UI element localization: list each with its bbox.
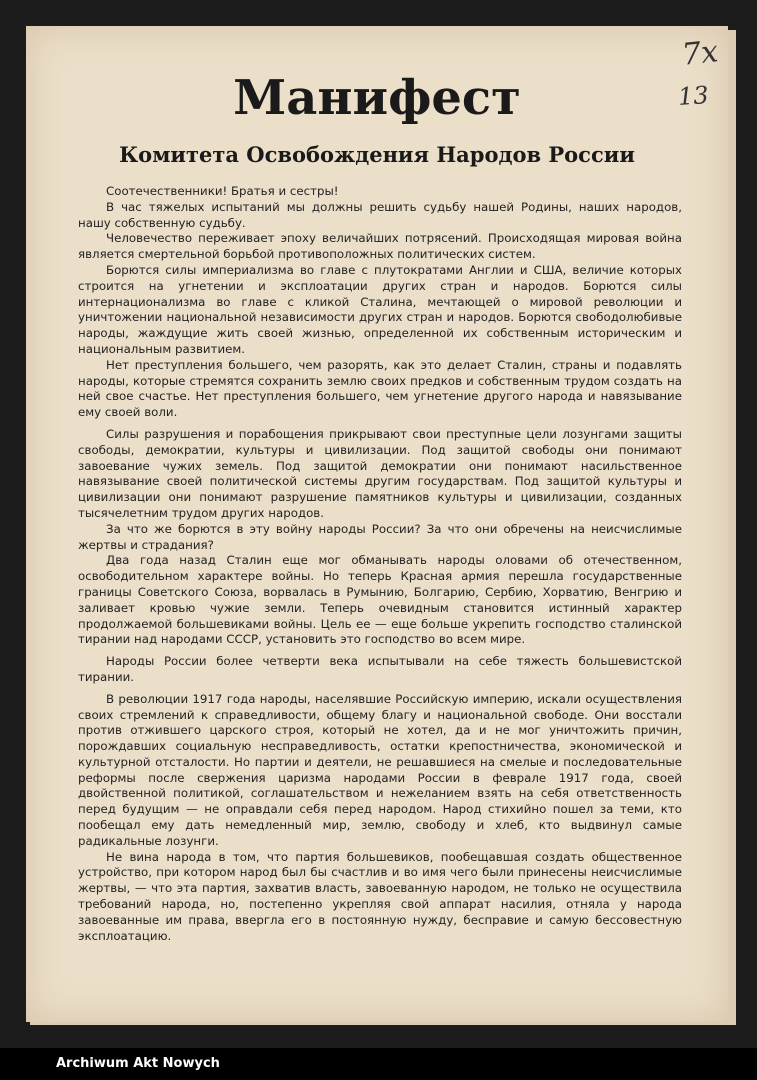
paragraph: Силы разрушения и порабощения прикрывают свои преступные цели лозунгами защиты свободы, демократии, культуры и цивилизации. Под защитой свободы они понимают завоевание чужих земель. Под защитой демократии они понимают насильственное навязывание своей политической системы другим государствам. Под защитой культуры и цивилизации они понимают разрушение памятников культуры и цивилизации, созданных тысячелетним трудом других народов. bbox=[78, 426, 682, 520]
paragraph: Два года назад Сталин еще мог обманывать народы оловами об отечественном, освободительном характере войны. Но теперь Красная армия перешла государственные границы Советского Союза, ворвалась в Румынию, Болгарию, Сербию, Хорватию, Венгрию и заливает кровью чужие земли. Теперь очевидным становится истинный характер продолжаемой большевиками войны. Цель ее — еще больше укрепить господство сталинской тирании над народами СССР, установить это господство во всем мире. bbox=[78, 553, 682, 647]
paragraph: За что же борются в эту войну народы России? За что они обречены на неисчислимые жертвы и страдания? bbox=[78, 521, 682, 552]
paragraph: Народы России более четверти века испытывали на себе тяжесть большевистской тирании. bbox=[78, 654, 682, 684]
handwritten-note-top: 7x bbox=[680, 34, 720, 73]
archive-footer-bar bbox=[0, 1048, 757, 1080]
paragraph: Соотечественники! Братья и сестры! bbox=[106, 184, 339, 198]
paragraph: Не вина народа в том, что партия большевиков, пообещавшая создать общественное устройство, при котором народ был бы счастлив и во имя чего были принесены неисчислимые жертвы, — что эта партия, захватив власть, завоеванную народом, не только не осуществила требований народа, но, постепенно укрепляя свой аппарат насилия, отняла у народа завоеванные им права, ввергла его в постоянную нужду, бесправие и самую бессовестную эксплоатацию. bbox=[78, 849, 682, 943]
paragraph: Нет преступления большего, чем разорять, как это делает Сталин, страны и подавлять народы, которые стремятся сохранить землю своих предков и собственным трудом создать на ней свое счастье. Нет преступления большего, чем угнетение другого народа и навязывание ему своей воли. bbox=[78, 357, 682, 420]
document-title: Манифест bbox=[233, 70, 521, 126]
archive-label: Archiwum Akt Nowych bbox=[56, 1056, 220, 1071]
handwritten-note-bottom: 13 bbox=[677, 80, 710, 112]
document-body bbox=[78, 184, 682, 944]
paragraph: В революции 1917 года народы, населявшие Российскую империю, искали осуществления своих стремлений к справедливости, общему благу и национальной свободе. Они восстали против отжившего царского строя, который не хотел, да и не мог уничтожить причин, порождавших социальную несправедливость, остатки крепостничества, экономической и культурной отсталости. Но партии и деятели, не решавшиеся на смелые и последовательные реформы после свержения царизма народами России в феврале 1917 года, своей двойственной политикой, соглашательством и нежеланием взять на себя ответственность перед будущим — не оправдали себя перед народом. Народ стихийно пошел за теми, кто пообещал ему дать немедленный мир, землю, свободу и хлеб, кто выдвинул самые радикальные лозунги. bbox=[78, 691, 682, 848]
document-page bbox=[26, 26, 728, 1022]
paragraph: Борются силы империализма во главе с плутократами Англии и США, величие которых строится на угнетении и эксплоатации других стран и народов. Борются силы интернационализма во главе с кликой Сталина, мечтающей о мировой революции и уничтожении национальной независимости других стран и народов. Борются свободолюбивые народы, жаждущие жить своей жизнью, определенной их собственным историческим и национальным развитием. bbox=[78, 262, 682, 356]
document-subtitle: Комитета Освобождения Народов России bbox=[119, 142, 635, 167]
paragraph: Человечество переживает эпоху величайших потрясений. Происходящая мировая война является смертельной борьбой противоположных политических систем. bbox=[78, 231, 682, 262]
paragraph: В час тяжелых испытаний мы должны решить судьбу нашей Родины, наших народов, нашу собственную судьбу. bbox=[78, 199, 682, 230]
